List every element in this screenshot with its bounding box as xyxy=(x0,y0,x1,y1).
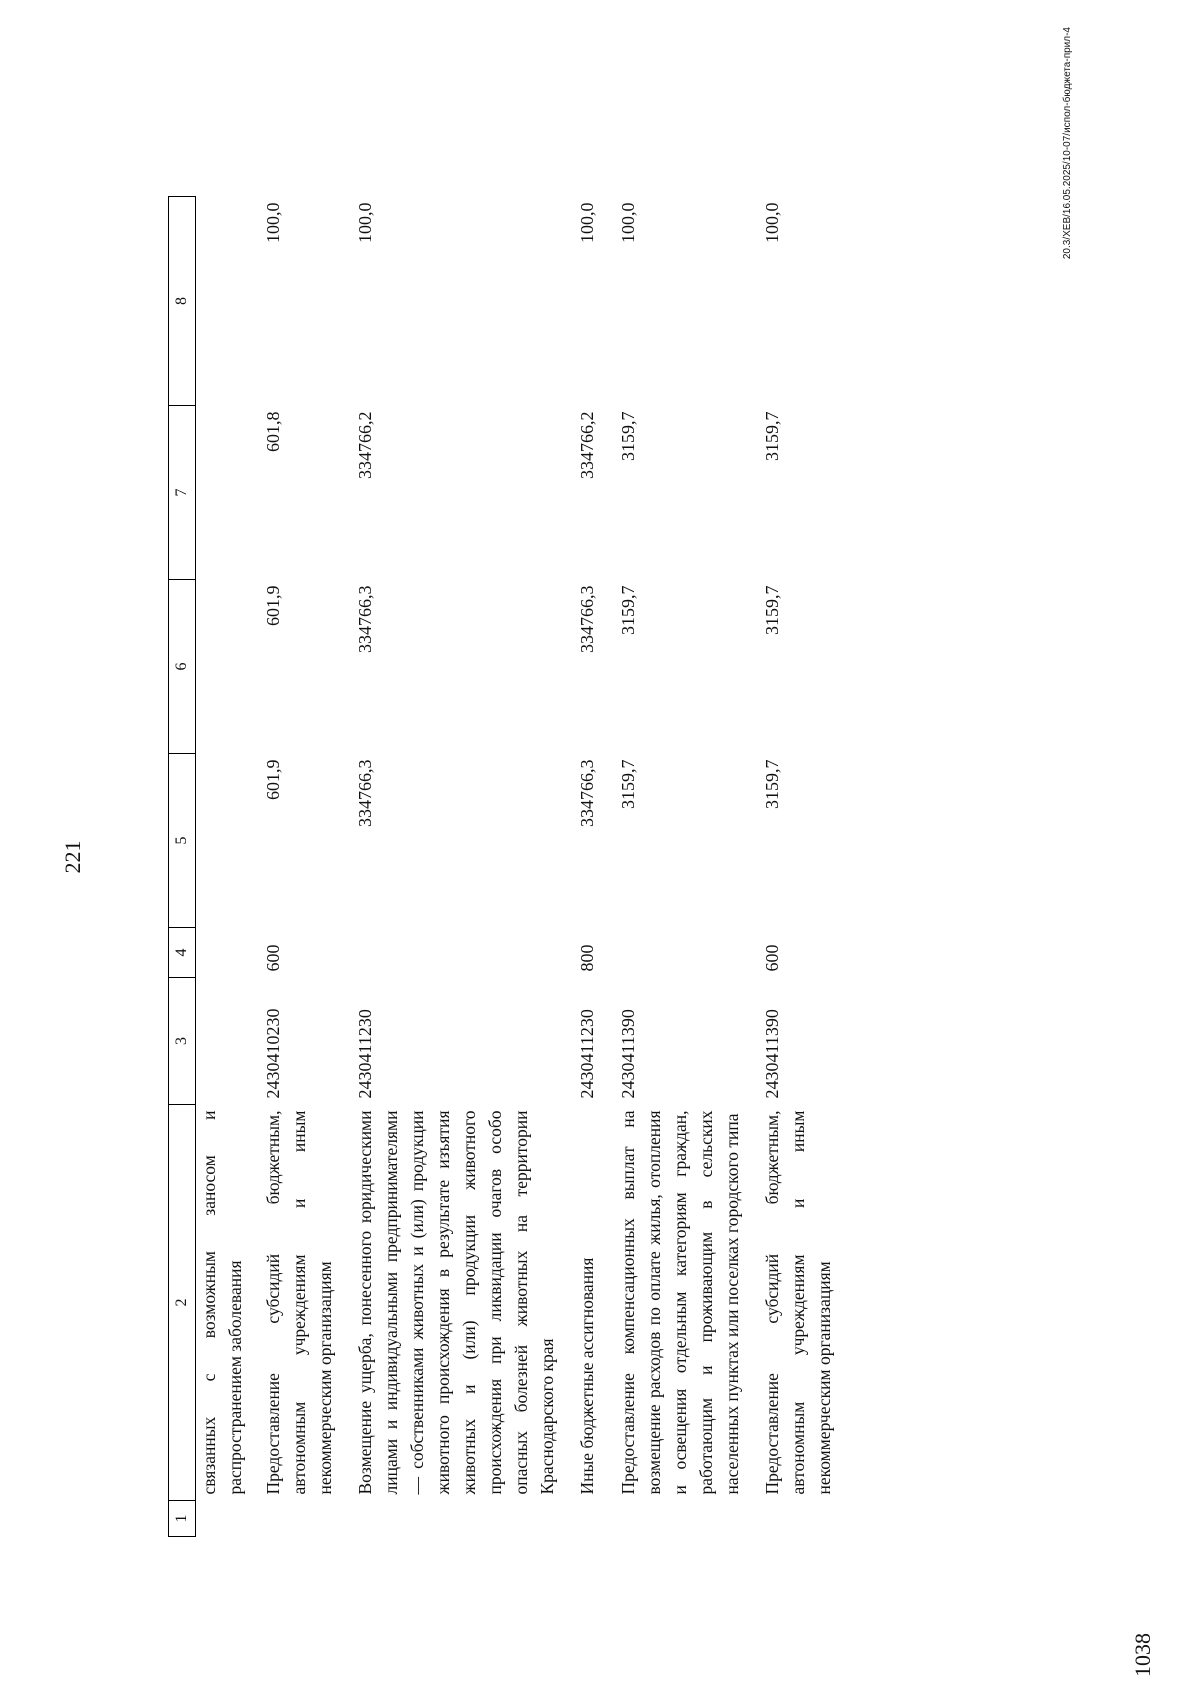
cell-name: Предоставление субсидий бюджетным, автономным учреждениям и иным некоммерческим организациям xyxy=(762,1110,834,1495)
cell-expense-type: 600 xyxy=(762,944,782,972)
cell-col8: 100,0 xyxy=(618,202,638,243)
cell-target-article xyxy=(196,978,261,1105)
cell-col5: 334766,3 xyxy=(355,759,375,827)
cell-expense-type: 600 xyxy=(263,944,283,972)
cell-target-article: 2430411390 xyxy=(618,1009,638,1099)
cell-col8: 100,0 xyxy=(355,202,375,243)
table-row xyxy=(196,197,261,1537)
column-header-5: 5 xyxy=(169,754,196,928)
table-header-row xyxy=(169,197,196,1537)
column-header-7: 7 xyxy=(169,406,196,580)
cell-col6 xyxy=(196,580,261,754)
cell-col5: 3159,7 xyxy=(618,759,638,809)
page-number: 221 xyxy=(60,840,85,874)
cell-col5 xyxy=(196,754,261,928)
cell-col1 xyxy=(601,1501,745,1537)
cell-col1 xyxy=(560,1501,601,1537)
cell-col1 xyxy=(196,1501,261,1537)
column-header-4: 4 xyxy=(169,928,196,978)
cell-col8 xyxy=(196,197,261,406)
cell-col7: 3159,7 xyxy=(618,411,638,461)
cell-name: Предоставление компенсационных выплат на возмещение расходов по оплате жилья, отопления и освещения отдельным категориям граждан, работающим и проживающим в сельских населенных пунктах или поселках городского типа xyxy=(618,1110,742,1495)
cell-expense-type xyxy=(338,928,560,978)
column-header-8: 8 xyxy=(169,197,196,406)
cell-col5: 3159,7 xyxy=(762,759,782,809)
cell-col6: 334766,3 xyxy=(355,585,375,653)
cell-col1 xyxy=(260,1501,338,1537)
cell-col8: 100,0 xyxy=(762,202,782,243)
sheet-number: 1038 xyxy=(1130,1633,1155,1677)
column-header-2: 2 xyxy=(169,1105,196,1501)
cell-col7 xyxy=(196,406,261,580)
table-row xyxy=(260,197,338,1537)
cell-col7: 3159,7 xyxy=(762,411,782,461)
cell-target-article: 2430411230 xyxy=(355,1009,375,1099)
table-row xyxy=(745,197,837,1537)
cell-col6: 3159,7 xyxy=(618,585,638,635)
table-row xyxy=(338,197,560,1537)
column-header-1: 1 xyxy=(169,1501,196,1537)
cell-col7: 601,8 xyxy=(263,411,283,452)
cell-name: Иные бюджетные ассигнования xyxy=(577,1257,597,1495)
table-row xyxy=(601,197,745,1537)
cell-expense-type xyxy=(196,928,261,978)
cell-target-article: 2430411230 xyxy=(577,1009,597,1099)
cell-col7: 334766,2 xyxy=(577,411,597,479)
cell-expense-type: 800 xyxy=(577,944,597,972)
cell-name: связанных с возможным заносом и распространением заболевания xyxy=(199,1110,245,1495)
budget-table xyxy=(168,196,837,1537)
cell-target-article: 2430410230 xyxy=(263,1008,283,1099)
cell-col1 xyxy=(338,1501,560,1537)
cell-target-article: 2430411390 xyxy=(762,1009,782,1099)
column-header-6: 6 xyxy=(169,580,196,754)
document-reference-code: 20.3/ХЕВ/16.05.2025/10-07/испол-бюджета-прил-4 xyxy=(1062,27,1073,260)
cell-col7: 334766,2 xyxy=(355,411,375,479)
cell-col8: 100,0 xyxy=(263,202,283,243)
cell-expense-type xyxy=(601,928,745,978)
cell-col5: 334766,3 xyxy=(577,759,597,827)
cell-col8: 100,0 xyxy=(577,202,597,243)
cell-col1 xyxy=(745,1501,837,1537)
cell-col5: 601,9 xyxy=(263,759,283,800)
column-header-3: 3 xyxy=(169,978,196,1105)
table-row xyxy=(560,197,601,1537)
cell-col6: 601,9 xyxy=(263,585,283,626)
cell-col6: 3159,7 xyxy=(762,585,782,635)
cell-col6: 334766,3 xyxy=(577,585,597,653)
cell-name: Возмещение ущерба, понесенного юридическими лицами и индивидуальными предпринимателями — собственниками животных и (или) продукции животного происхождения в результате изъятия животных и (или) продукции животного происхождения при ликвидации очагов особо опасных болезней животных на территории Краснодарского края xyxy=(355,1110,557,1495)
cell-name: Предоставление субсидий бюджетным, автономным учреждениям и иным некоммерческим организациям xyxy=(263,1110,335,1495)
